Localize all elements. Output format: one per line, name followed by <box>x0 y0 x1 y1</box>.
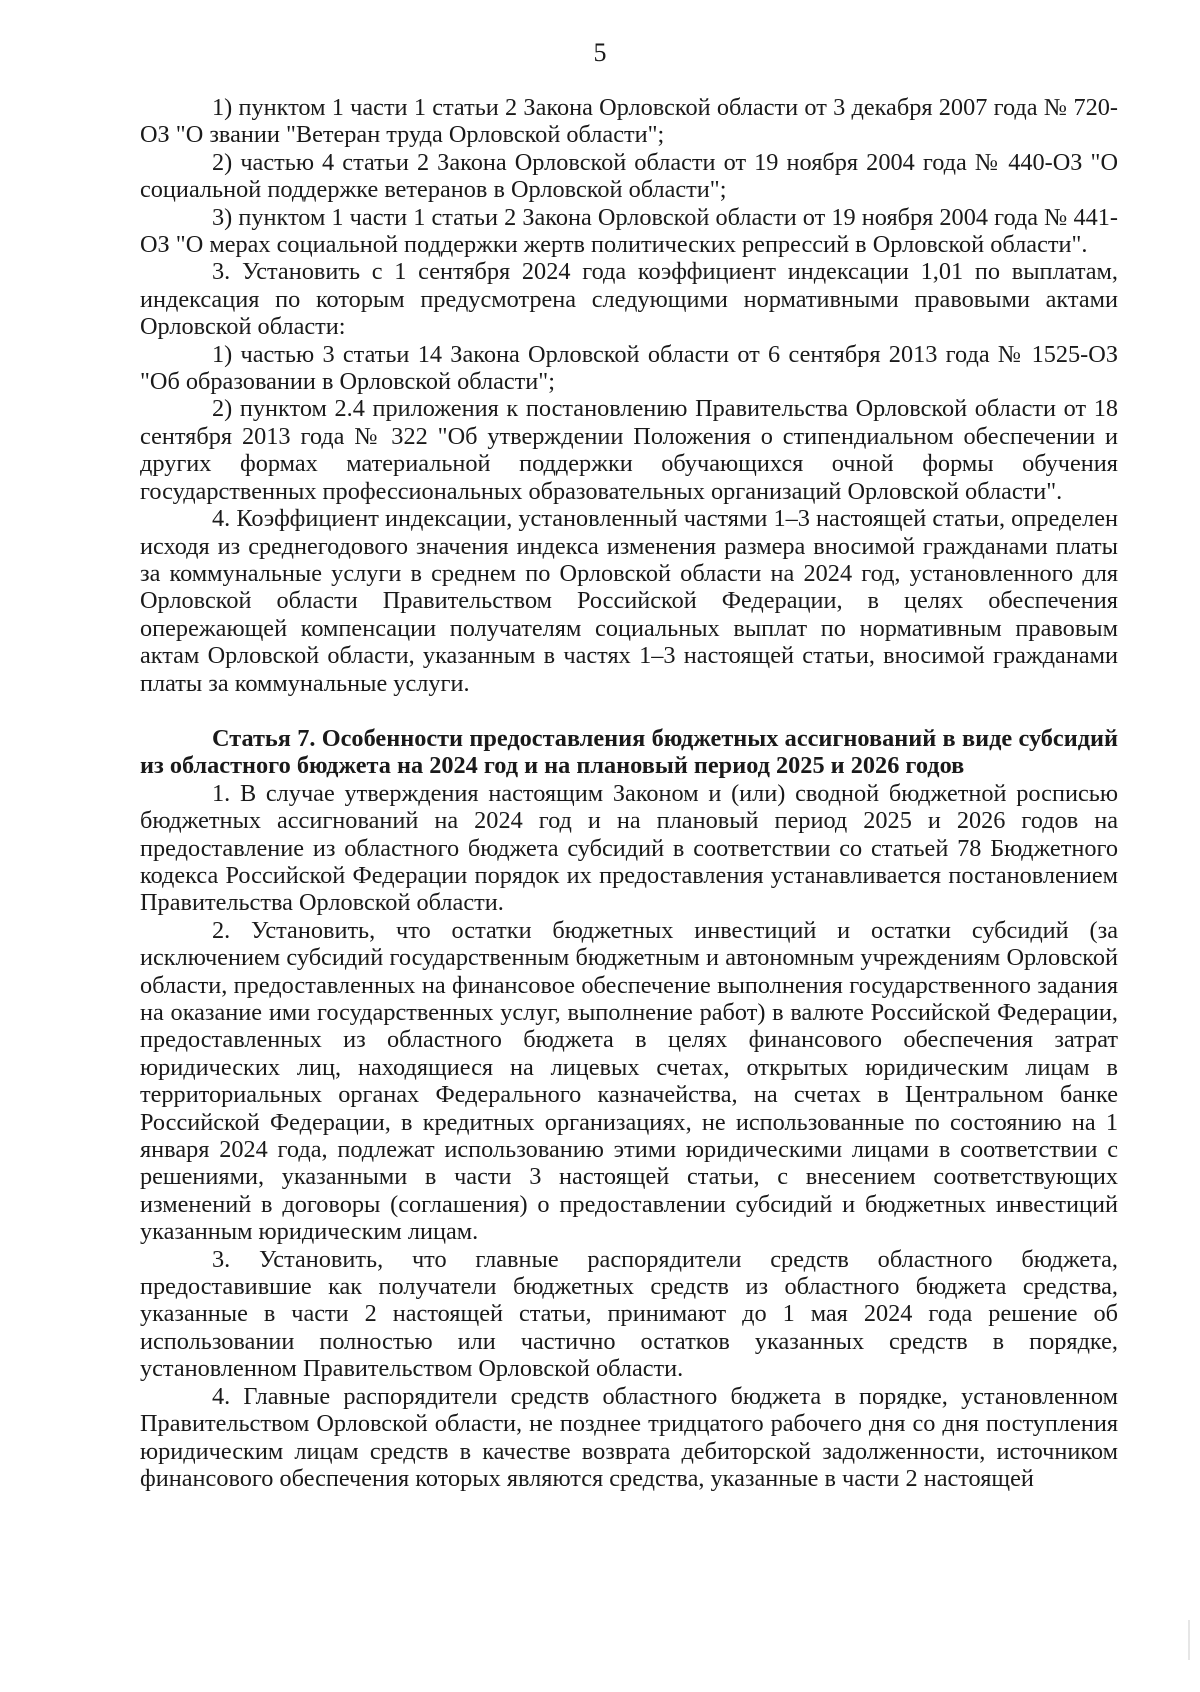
paragraph-part-3-indexation: 3. Установить с 1 сентября 2024 года коэффициент индексации 1,01 по выплатам, индексация по которым предусмотрена следующими нормативными правовыми актами Орловской области: <box>140 258 1118 341</box>
paragraph-article-7-part-1: 1. В случае утверждения настоящим Законом и (или) сводной бюджетной росписью бюджетных ассигнований на 2024 год и на плановый период 2025 и 2026 годов на предоставление из областного бюджета субсидий в соответствии со статьей 78 Бюджетного кодекса Российской Федерации порядок их предоставления устанавливается постановлением Правительства Орловской области. <box>140 779 1118 917</box>
article-7-heading: Статья 7. Особенности предоставления бюджетных ассигнований в виде субсидий из областного бюджета на 2024 год и на плановый период 2025 и 2026 годов <box>140 724 1118 780</box>
paragraph-veteran-labor: 1) пунктом 1 части 1 статьи 2 Закона Орловской области от 3 декабря 2007 года № 720-ОЗ "О звании "Ветеран труда Орловской области"; <box>140 94 1118 149</box>
paragraph-article-7-part-4: 4. Главные распорядители средств областного бюджета в порядке, установленном Правительством Орловской области, не позднее тридцатого рабочего дня со дня поступления юридическим лицам средств в качестве возврата дебиторской задолженности, источником финансового обеспечения которых являются средства, указанные в части 2 настоящей <box>140 1382 1118 1492</box>
paragraph-veterans-support: 2) частью 4 статьи 2 Закона Орловской области от 19 ноября 2004 года № 440-ОЗ "О социальной поддержке ветеранов в Орловской области"; <box>140 148 1118 204</box>
scan-edge-mark <box>1188 1620 1190 1660</box>
paragraph-stipend-resolution: 2) пунктом 2.4 приложения к постановлению Правительства Орловской области от 18 сентября 2013 года № 322 "Об утверждении Положения о стипендиальном обеспечении и других формах материальной поддержки обучающихся очной формы обучения государственных профессиональных образовательных организаций Орловской области". <box>140 395 1118 505</box>
page-number: 5 <box>593 38 607 67</box>
document-body <box>140 94 1118 1492</box>
paragraph-article-7-part-3: 3. Установить, что главные распорядители средств областного бюджета, предоставившие как получатели бюджетных средств из областного бюджета средства, указанные в части 2 настоящей статьи, принимают до 1 мая 2024 года решение об использовании полностью или частично остатков указанных средств в порядке, установленном Правительством Орловской области. <box>140 1245 1118 1383</box>
paragraph-article-7-part-2: 2. Установить, что остатки бюджетных инвестиций и остатки субсидий (за исключением субсидий государственным бюджетным и автономным учреждениям Орловской области, предоставленных на финансовое обеспечение выполнения государственного задания на оказание ими государственных услуг, выполнение работ) в валюте Российской Федерации, предоставленных из областного бюджета в целях финансового обеспечения затрат юридических лиц, находящиеся на лицевых счетах, открытых юридическим лицам в территориальных органах Федерального казначейства, на счетах в Центральном банке Российской Федерации, в кредитных организациях, не использованные по состоянию на 1 января 2024 года, подлежат использованию этими юридическими лицами в соответствии с решениями, указанными в части 3 настоящей статьи, с внесением соответствующих изменений в договоры (соглашения) о предоставлении субсидий и бюджетных инвестиций указанным юридическим лицам. <box>140 916 1118 1246</box>
paragraph-education-law: 1) частью 3 статьи 14 Закона Орловской области от 6 сентября 2013 года № 1525-ОЗ "Об образовании в Орловской области"; <box>140 340 1118 396</box>
paragraph-part-4-coefficient: 4. Коэффициент индексации, установленный частями 1–3 настоящей статьи, определен исходя из среднегодового значения индекса изменения размера вносимой гражданами платы за коммунальные услуги в среднем по Орловской области на 2024 год, установленного для Орловской области Правительством Российской Федерации, в целях обеспечения опережающей компенсации получателям социальных выплат по нормативным правовым актам Орловской области, указанным в частях 1–3 настоящей статьи, вносимой гражданами платы за коммунальные услуги. <box>140 505 1118 697</box>
paragraph-repression-victims: 3) пунктом 1 части 1 статьи 2 Закона Орловской области от 19 ноября 2004 года № 441-ОЗ "О мерах социальной поддержки жертв политических репрессий в Орловской области". <box>140 203 1118 259</box>
